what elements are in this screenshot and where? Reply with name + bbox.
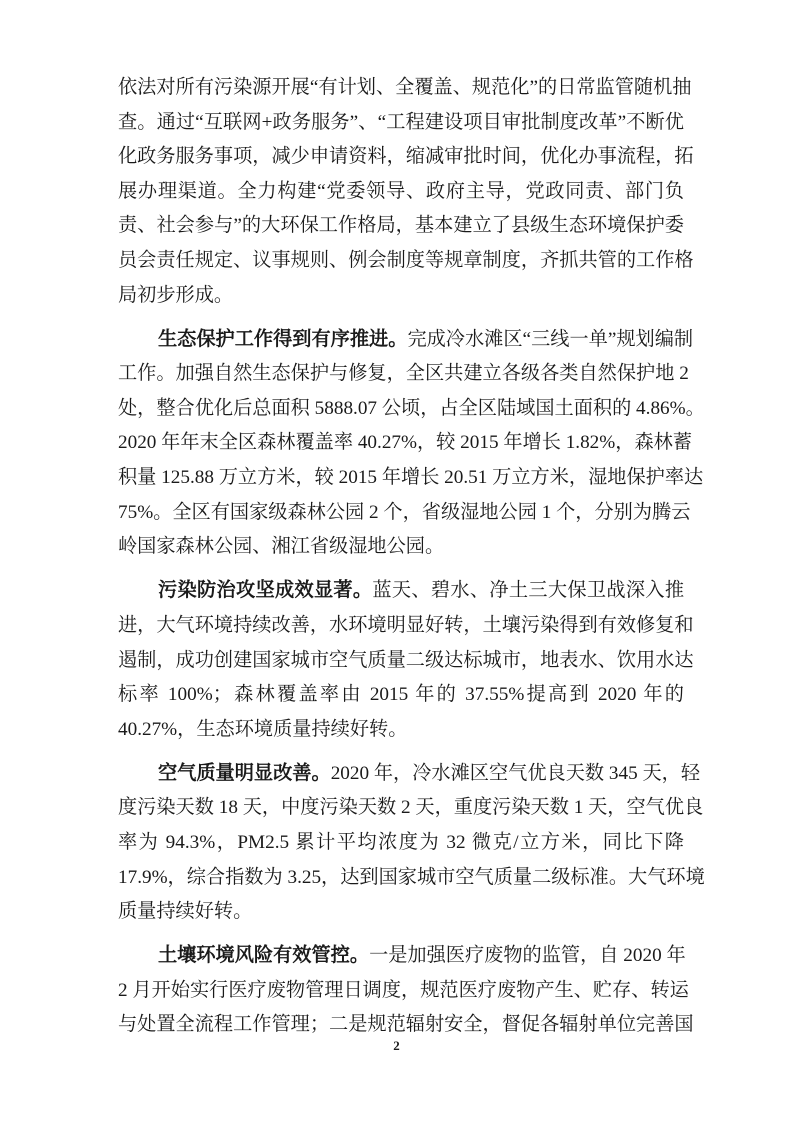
text-line <box>118 713 684 748</box>
line-text: 工作。加强自然生态保护与修复，全区共建立各级各类自然保护地 2 <box>118 363 689 385</box>
text-line <box>118 392 705 427</box>
text-line <box>118 209 684 244</box>
line-text: 标率 100%；森林覆盖率由 2015 年的 37.55%提高到 2020 年的 <box>118 684 684 706</box>
text-line <box>118 244 694 279</box>
line-text: 处，整合优化后总面积 5888.07 公顷，占全区陆域国土面积的 4.86%。 <box>118 397 705 419</box>
paragraph-lead-heading: 污染防治攻坚成效显著。 <box>158 580 373 602</box>
line-text: 化政务服务事项，减少申请资料，缩减审批时间，优化办事流程，拓 <box>118 146 694 168</box>
line-text: 度污染天数 18 天，中度污染天数 2 天，重度污染天数 1 天，空气优良 <box>118 797 704 819</box>
text-line <box>118 106 684 141</box>
line-text: 查。通过“互联网+政务服务”、“工程建设项目审批制度改革”不断优 <box>118 111 684 133</box>
text-line <box>118 140 694 175</box>
text-line <box>118 357 689 392</box>
line-text: 一是加强医疗废物的监管，自 2020 年 <box>369 945 686 967</box>
page-number: 2 <box>393 1038 400 1053</box>
paragraph <box>118 757 705 930</box>
line-text: 与处置全流程工作管理；二是规范辐射安全，督促各辐射单位完善国 <box>118 1014 694 1036</box>
text-line <box>118 791 704 826</box>
text-line <box>118 461 704 496</box>
line-text: 质量持续好转。 <box>118 901 253 923</box>
line-text: 75%。全区有国家级森林公园 2 个，省级湿地公园 1 个，分别为腾云 <box>118 501 691 523</box>
line-text: 2 月开始实行医疗废物管理日调度，规范医疗废物产生、贮存、转运 <box>118 979 689 1001</box>
text-line <box>118 678 684 713</box>
text-line <box>118 323 694 358</box>
paragraph-lead-heading: 土壤环境风险有效管控。 <box>158 945 370 967</box>
line-text: 17.9%，综合指数为 3.25，达到国家城市空气质量二级标准。大气环境 <box>118 866 705 888</box>
line-text: 依法对所有污染源开展“有计划、全覆盖、规范化”的日常监管随机抽 <box>118 77 692 98</box>
text-line <box>118 71 692 106</box>
line-text: 局初步形成。 <box>118 284 234 306</box>
text-line <box>118 426 693 461</box>
line-text: 岭国家森林公园、湘江省级湿地公园。 <box>118 536 445 558</box>
paragraph <box>118 71 694 313</box>
paragraph-lead-heading: 生态保护工作得到有序推进。 <box>158 328 408 350</box>
line-text: 率为 94.3%，PM2.5 累计平均浓度为 32 微克/立方米，同比下降 <box>118 831 684 853</box>
paragraph <box>118 323 705 565</box>
line-text: 展办理渠道。全力构建“党委领导、政府主导，党政同责、部门负 <box>118 180 684 202</box>
text-line <box>118 861 705 896</box>
line-text: 员会责任规定、议事规则、例会制度等规章制度，齐抓共管的工作格 <box>118 249 694 271</box>
text-line <box>118 939 684 974</box>
text-line <box>118 496 691 531</box>
line-text: 蓝天、碧水、净土三大保卫战深入推 <box>372 580 685 602</box>
line-text: 2020 年，冷水滩区空气优良天数 345 天，轻 <box>330 762 701 784</box>
text-line <box>118 609 694 644</box>
text-line <box>118 757 701 792</box>
text-line <box>118 974 689 1009</box>
text-line <box>118 175 684 210</box>
line-text: 完成冷水滩区“三线一单”规划编制 <box>407 328 694 350</box>
paragraph <box>118 939 694 1043</box>
text-line <box>118 574 684 609</box>
text-line <box>118 530 684 565</box>
line-text: 责、社会参与”的大环保工作格局，基本建立了县级生态环境保护委 <box>118 215 684 237</box>
text-line <box>118 644 694 679</box>
line-text: 40.27%，生态环境质量持续好转。 <box>118 718 408 740</box>
line-text: 进，大气环境持续改善，水环境明显好转，土壤污染得到有效修复和 <box>118 614 694 636</box>
text-line <box>118 895 684 930</box>
paragraph-lead-heading: 空气质量明显改善。 <box>158 762 331 784</box>
document-body <box>118 71 705 1053</box>
text-line <box>118 826 684 861</box>
paragraph <box>118 574 694 747</box>
text-line <box>118 279 684 314</box>
line-text: 2020 年年末全区森林覆盖率 40.27%，较 2015 年增长 1.82%，森林蓄 <box>118 432 693 454</box>
line-text: 遏制，成功创建国家城市空气质量二级达标城市，地表水、饮用水达 <box>118 649 694 671</box>
line-text: 积量 125.88 万立方米，较 2015 年增长 20.51 万立方米，湿地保护率达 <box>118 467 704 489</box>
